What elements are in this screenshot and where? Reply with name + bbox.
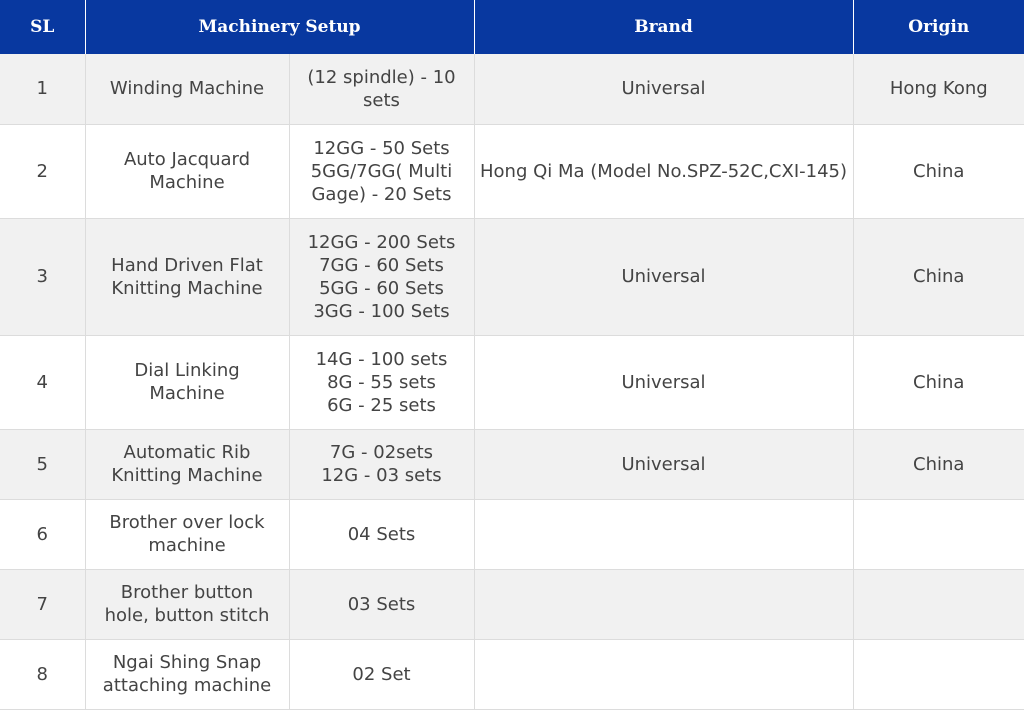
- quantity-cell-line: 14G - 100 sets: [315, 348, 448, 370]
- quantity-cell: [289, 569, 474, 639]
- machine-name-cell-line: Knitting Machine: [111, 277, 263, 299]
- brand-cell: Hong Qi Ma (Model No.SPZ-52C,CXI-145): [474, 124, 853, 218]
- machine-name-cell-line: Auto Jacquard: [123, 149, 251, 170]
- header-origin: Origin: [853, 0, 1024, 54]
- machine-name-cell-line: machine: [148, 535, 226, 556]
- quantity-cell-line: 5GG - 60 Sets: [319, 277, 444, 299]
- quantity-cell-line: 5GG/7GG( Multi: [310, 160, 453, 182]
- quantity-cell-line: 6G - 25 sets: [327, 394, 436, 416]
- header-brand: Brand: [474, 0, 853, 54]
- machine-name-cell: [85, 499, 289, 569]
- brand-cell: [474, 569, 853, 639]
- machine-name-cell-line: Brother button: [120, 582, 254, 603]
- brand-cell: Universal: [474, 429, 853, 499]
- table-row: [0, 569, 1024, 639]
- quantity-cell-line: 3GG - 100 Sets: [313, 300, 450, 322]
- table-row: [0, 499, 1024, 569]
- origin-cell: China: [853, 429, 1024, 499]
- brand-cell: Universal: [474, 335, 853, 429]
- origin-cell: China: [853, 335, 1024, 429]
- brand-cell: [474, 499, 853, 569]
- sl-cell: 1: [0, 54, 85, 124]
- quantity-cell: [289, 218, 474, 335]
- quantity-cell-line: 02 Set: [352, 663, 411, 685]
- quantity-cell-line: 8G - 55 sets: [327, 371, 436, 393]
- table-row: [0, 639, 1024, 709]
- sl-cell: 7: [0, 569, 85, 639]
- machine-name-cell: [85, 335, 289, 429]
- table-row: [0, 335, 1024, 429]
- table-row: [0, 429, 1024, 499]
- machine-name-cell-line: Machine: [149, 383, 225, 404]
- machine-name-cell: [85, 54, 289, 124]
- quantity-cell: [289, 429, 474, 499]
- quantity-cell-line: 12G - 03 sets: [321, 465, 442, 486]
- quantity-cell-line: Gage) - 20 Sets: [311, 183, 452, 205]
- header-row: [0, 0, 1024, 54]
- table-row: [0, 218, 1024, 335]
- machine-name-cell: [85, 218, 289, 335]
- machine-name-cell-line: hole, button stitch: [104, 605, 270, 626]
- header-sl: SL: [0, 0, 85, 54]
- table-row: [0, 124, 1024, 218]
- quantity-cell-line: 12GG - 200 Sets: [307, 231, 456, 253]
- sl-cell: 4: [0, 335, 85, 429]
- machine-name-cell: [85, 429, 289, 499]
- machine-name-cell: [85, 569, 289, 639]
- machine-name-cell-line: Winding Machine: [109, 78, 265, 100]
- origin-cell: [853, 569, 1024, 639]
- quantity-cell-line: 12GG - 50 Sets: [313, 137, 450, 159]
- sl-cell: 3: [0, 218, 85, 335]
- origin-cell: [853, 499, 1024, 569]
- quantity-cell: [289, 499, 474, 569]
- quantity-cell: [289, 124, 474, 218]
- machine-name-cell: [85, 639, 289, 709]
- quantity-cell: [289, 54, 474, 124]
- header-machinery-setup: Machinery Setup: [85, 0, 474, 54]
- machine-name-cell: [85, 124, 289, 218]
- machine-name-cell-line: Machine: [149, 172, 225, 193]
- machine-name-cell-line: Brother over lock: [109, 512, 265, 533]
- machine-name-cell-line: Ngai Shing Snap: [112, 652, 262, 673]
- quantity-cell: [289, 639, 474, 709]
- quantity-cell-line: 7G - 02sets: [329, 442, 434, 463]
- machine-name-cell-line: Knitting Machine: [111, 465, 263, 486]
- origin-cell: Hong Kong: [853, 54, 1024, 124]
- sl-cell: 5: [0, 429, 85, 499]
- origin-cell: China: [853, 124, 1024, 218]
- sl-cell: 2: [0, 124, 85, 218]
- quantity-cell-line: 04 Sets: [347, 523, 416, 545]
- quantity-cell: [289, 335, 474, 429]
- sl-cell: 6: [0, 499, 85, 569]
- machine-name-cell-line: Hand Driven Flat: [111, 254, 263, 276]
- origin-cell: China: [853, 218, 1024, 335]
- brand-cell: Universal: [474, 54, 853, 124]
- quantity-cell-line: (12 spindle) - 10: [307, 66, 456, 88]
- machine-name-cell-line: attaching machine: [102, 675, 272, 696]
- table-row: [0, 54, 1024, 124]
- quantity-cell-line: sets: [363, 89, 400, 111]
- machine-name-cell-line: Dial Linking: [134, 360, 240, 381]
- brand-cell: [474, 639, 853, 709]
- sl-cell: 8: [0, 639, 85, 709]
- quantity-cell-line: 03 Sets: [347, 593, 416, 615]
- origin-cell: [853, 639, 1024, 709]
- quantity-cell-line: 7GG - 60 Sets: [319, 254, 444, 276]
- brand-cell: Universal: [474, 218, 853, 335]
- machine-name-cell-line: Automatic Rib: [123, 442, 251, 463]
